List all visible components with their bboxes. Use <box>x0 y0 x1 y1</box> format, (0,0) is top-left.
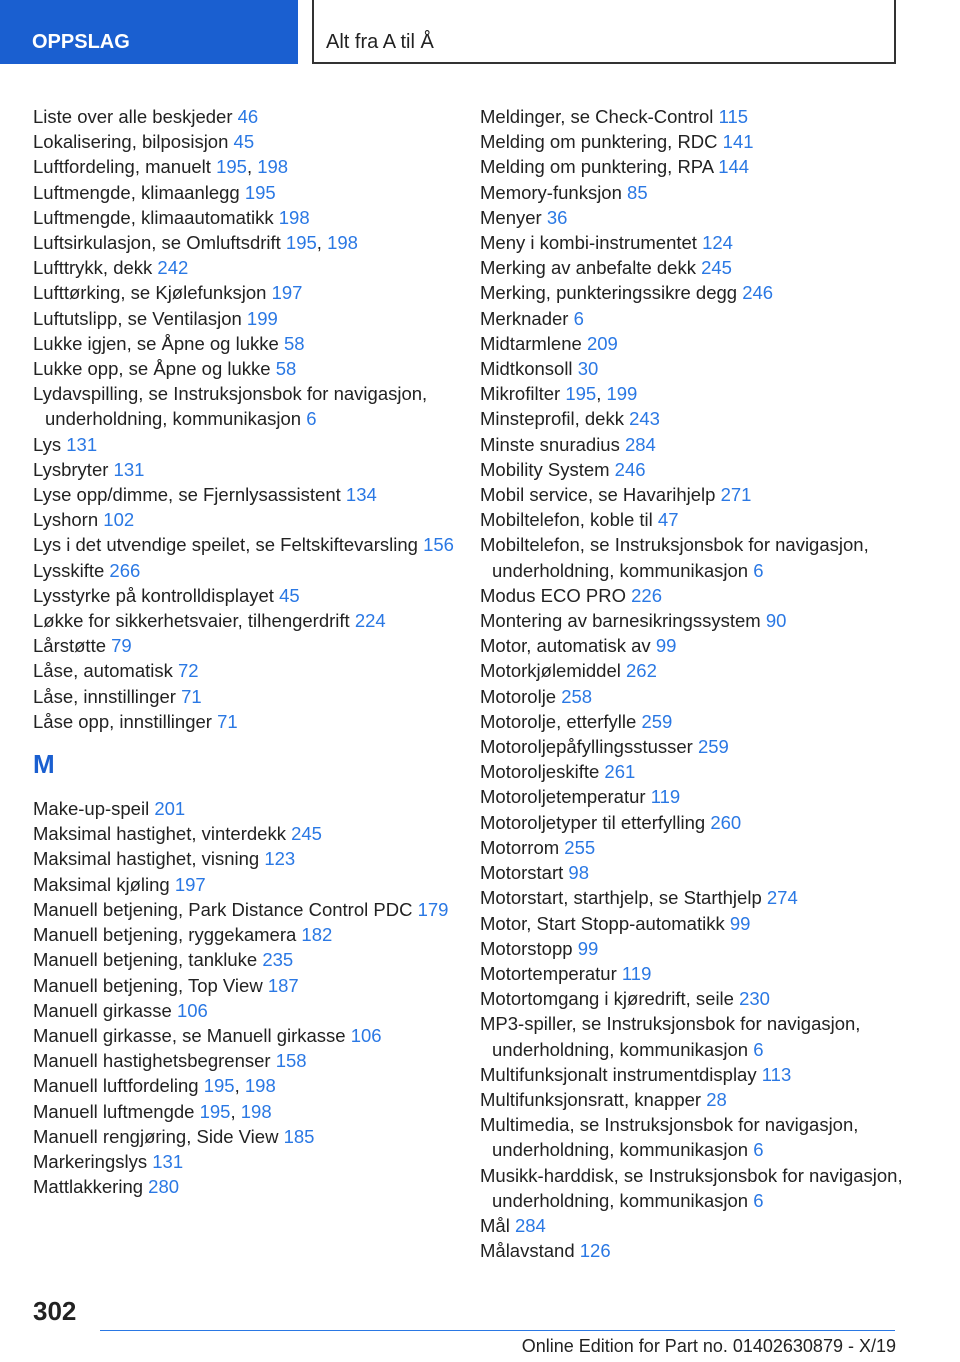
index-entry <box>480 784 920 809</box>
page-reference-link[interactable]: 243 <box>629 408 660 430</box>
index-entry-term: Lys <box>33 433 62 455</box>
index-entry <box>480 1011 920 1061</box>
index-entry-term: Motorolje, etterfylle <box>480 710 637 732</box>
page-reference-link[interactable]: 198 <box>240 1100 272 1122</box>
page-reference-link[interactable]: 245 <box>701 257 732 279</box>
index-entry <box>480 734 920 759</box>
index-entry-term: Merknader <box>480 307 569 329</box>
index-entry-term: Multifunksjonalt instrumentdisplay <box>480 1063 757 1085</box>
index-entry <box>480 406 920 431</box>
index-entry-term: Merking, punkteringssikre degg <box>480 282 738 304</box>
page-reference-link[interactable]: 242 <box>157 257 189 279</box>
index-entry-term: Motorolje <box>480 685 557 707</box>
index-entry <box>33 432 473 457</box>
index-entry <box>480 1087 920 1112</box>
page-reference-link[interactable]: 197 <box>174 873 206 895</box>
page-reference-link[interactable]: 260 <box>710 811 742 833</box>
index-entry-term: Motoroljetyper til etterfylling <box>480 811 706 833</box>
index-entry <box>480 129 920 154</box>
index-entry-term: Motorstart <box>480 862 564 884</box>
index-entry <box>33 129 473 154</box>
index-entry <box>480 1112 920 1162</box>
index-entry <box>480 860 920 885</box>
page-reference-link[interactable]: 72 <box>178 660 199 682</box>
index-entry <box>33 180 473 205</box>
index-entry <box>480 986 920 1011</box>
index-entry-term: Musikk-harddisk, se Instruksjonsbok for navigasjon, underholdning, kommunikasjon <box>480 1164 903 1211</box>
index-entry-term: Midtkonsoll <box>480 358 573 380</box>
index-entry <box>33 998 473 1023</box>
index-entry <box>480 1163 920 1213</box>
index-entry-term: Manuell betjening, Park Distance Control PDC <box>33 898 413 920</box>
index-entry-term: Mobiltelefon, se Instruksjonsbok for navigasjon, underholdning, kommunikasjon <box>480 534 869 581</box>
page-reference-link[interactable]: 6 <box>753 559 764 581</box>
index-entry <box>480 583 920 608</box>
index-entry-term: Mikrofilter <box>480 383 561 405</box>
page-reference-link[interactable]: 6 <box>753 1038 764 1060</box>
index-entry <box>33 104 473 129</box>
page-reference-link[interactable]: 28 <box>706 1088 727 1110</box>
index-entry-term: Motor, Start Stopp-automatikk <box>480 912 725 934</box>
index-entry <box>33 306 473 331</box>
index-entry <box>33 846 473 871</box>
index-entry: Luftsirkulasjon, se Omluftsdrift 195, 198 <box>33 232 358 254</box>
index-entry-term: Minste snuradius <box>480 433 620 455</box>
index-entry-term: Motorstart, starthjelp, se Starthjelp <box>480 887 762 909</box>
index-entry <box>33 205 473 230</box>
index-entry <box>33 1149 473 1174</box>
page-reference-link[interactable]: 245 <box>291 823 322 845</box>
index-entry <box>480 306 920 331</box>
page-reference-link[interactable]: 209 <box>586 332 618 354</box>
index-entry <box>33 356 473 381</box>
page-reference-link[interactable]: 195 <box>244 181 276 203</box>
index-entry-term: Lydavspilling, se Instruksjonsbok for navigasjon, underholdning, kommunikasjon <box>33 383 428 430</box>
index-entry-term: Mobility System <box>480 458 610 480</box>
index-entry <box>480 280 920 305</box>
index-column-right <box>480 104 920 1263</box>
index-entry-term: Motortomgang i kjøredrift, seile <box>480 988 734 1010</box>
index-entry <box>480 1213 920 1238</box>
index-entry-term: Manuell luftfordeling <box>33 1075 199 1097</box>
page-reference-link[interactable]: 224 <box>354 610 386 632</box>
index-entry-term: Motor, automatisk av <box>480 635 651 657</box>
page-reference-link[interactable]: 284 <box>624 433 656 455</box>
page-reference-link[interactable]: 246 <box>614 458 646 480</box>
index-entry-term: Manuell rengjøring, Side View <box>33 1125 279 1147</box>
page-reference-link[interactable]: 47 <box>657 509 679 531</box>
page-reference-link[interactable]: 106 <box>350 1024 382 1046</box>
index-entry <box>33 947 473 972</box>
index-entry <box>33 1048 473 1073</box>
page-reference-link[interactable]: 255 <box>564 836 596 858</box>
index-entry-term: Maksimal hastighet, vinterdekk <box>33 823 286 845</box>
page-reference-link[interactable]: 99 <box>729 912 751 934</box>
index-entry-term: Melding om punktering, RPA <box>480 156 714 178</box>
index-list-m <box>33 796 473 1199</box>
page-reference-link[interactable]: 246 <box>742 282 774 304</box>
index-entry-term: Låse, automatisk <box>33 660 173 682</box>
index-entry-term: Lokalisering, bilposisjon <box>33 131 229 153</box>
index-entry: Mikrofilter 195, 199 <box>480 383 638 405</box>
page-reference-link[interactable]: 71 <box>217 710 238 732</box>
index-entry <box>33 482 473 507</box>
index-entry <box>33 1174 473 1199</box>
page-reference-link[interactable]: 98 <box>568 862 589 884</box>
index-entry <box>480 104 920 129</box>
index-entry-term: Midtarmlene <box>480 332 582 354</box>
index-entry-term: Lysbryter <box>33 458 109 480</box>
index-entry <box>33 922 473 947</box>
index-entry-term: Lukke igjen, se Åpne og lukke <box>33 332 279 354</box>
page-reference-link[interactable]: 199 <box>246 307 278 329</box>
index-entry-term: Motoroljepåfyllingsstusser <box>480 736 693 758</box>
index-entry <box>33 558 473 583</box>
index-entry <box>480 532 920 582</box>
index-entry-term: Motorkjølemiddel <box>480 660 621 682</box>
page-reference-link[interactable]: 226 <box>631 584 663 606</box>
index-entry <box>33 608 473 633</box>
index-entry-term: Multifunksjonsratt, knapper <box>480 1088 702 1110</box>
page-reference-link[interactable]: 258 <box>561 685 593 707</box>
page-reference-link[interactable]: 158 <box>275 1050 307 1072</box>
page-reference-link[interactable]: 235 <box>262 949 294 971</box>
index-entry <box>33 331 473 356</box>
index-entry-term: Manuell hastighetsbegrenser <box>33 1050 271 1072</box>
index-entry <box>480 432 920 457</box>
index-entry <box>480 684 920 709</box>
page-reference-link[interactable]: 45 <box>279 584 300 606</box>
index-entry-term: Manuell betjening, tankluke <box>33 949 258 971</box>
index-entry-term: Memory-funksjon <box>480 181 622 203</box>
index-entry-term: Luftmengde, klimaautomatikk <box>33 206 274 228</box>
index-entry <box>480 1238 920 1263</box>
index-entry-term: Manuell girkasse, se Manuell girkasse <box>33 1024 346 1046</box>
index-entry <box>480 154 920 179</box>
page-reference-link[interactable]: 126 <box>579 1240 611 1262</box>
page-reference-link[interactable]: 106 <box>176 999 208 1021</box>
index-entry-term: Motoroljetemperatur <box>480 786 646 808</box>
page-reference-link[interactable]: 201 <box>154 798 186 820</box>
page-reference-link[interactable]: 46 <box>237 106 259 127</box>
index-list-m-continued <box>480 104 920 1263</box>
page-reference-link[interactable]: 259 <box>641 710 673 732</box>
page-reference-link[interactable]: 131 <box>66 433 98 455</box>
page-reference-link[interactable]: 259 <box>697 736 729 758</box>
index-entry <box>480 608 920 633</box>
index-entry <box>480 356 920 381</box>
index-entry-term: Lårstøtte <box>33 635 106 657</box>
index-entry-term: Manuell betjening, ryggekamera <box>33 924 297 946</box>
index-entry <box>33 280 473 305</box>
page-reference-link[interactable]: 134 <box>345 484 377 506</box>
index-entry <box>33 583 473 608</box>
index-entry-term: Lyse opp/dimme, se Fjernlysassistent <box>33 484 341 506</box>
index-entry-term: Luftutslipp, se Ventilasjon <box>33 307 242 329</box>
index-entry: Luftfordeling, manuelt 195, 198 <box>33 156 289 178</box>
page-reference-link[interactable]: 45 <box>233 131 255 153</box>
page-reference-link[interactable]: 6 <box>573 307 584 329</box>
page-reference-link[interactable]: 261 <box>604 761 636 783</box>
index-entry-term: Låse, innstillinger <box>33 685 176 707</box>
index-entry <box>480 911 920 936</box>
index-entry-term: Lysskifte <box>33 559 105 581</box>
index-entry-term: Montering av barnesikringssystem <box>480 610 761 632</box>
index-entry <box>33 255 473 280</box>
index-entry-term: Lukke opp, se Åpne og lukke <box>33 358 271 380</box>
page-reference-link[interactable]: 123 <box>264 848 296 870</box>
index-entry-term: Mål <box>480 1214 510 1236</box>
index-entry-term: Manuell betjening, Top View <box>33 974 263 996</box>
index-entry-term: MP3-spiller, se Instruksjonsbok for navigasjon, underholdning, kommunikasjon <box>480 1013 861 1060</box>
index-entry-term: Motorrom <box>480 836 560 858</box>
index-entry <box>480 759 920 784</box>
index-entry-term: Luftfordeling, manuelt <box>33 156 211 178</box>
index-entry <box>480 457 920 482</box>
index-entry-term: Luftsirkulasjon, se Omluftsdrift <box>33 232 281 254</box>
index-entry-term: Make-up-speil <box>33 798 150 820</box>
index-entry-term: Låse opp, innstillinger <box>33 710 212 732</box>
page-header-title: Alt fra A til Å <box>312 0 896 64</box>
index-entry <box>480 1062 920 1087</box>
page-reference-link[interactable]: 36 <box>546 206 568 228</box>
section-tab: OPPSLAG <box>0 0 298 64</box>
page-reference-link[interactable]: 119 <box>650 786 681 808</box>
page-reference-link[interactable]: 179 <box>417 898 449 920</box>
index-entry-term: Liste over alle beskjeder <box>33 106 233 127</box>
page-reference-link[interactable]: 197 <box>271 282 303 304</box>
index-entry-term: Lufttrykk, dekk <box>33 257 153 279</box>
index-entry-term: Maksimal hastighet, visning <box>33 848 260 870</box>
page-reference-link[interactable]: 198 <box>244 1075 276 1097</box>
page-reference-link[interactable]: 124 <box>702 232 733 254</box>
page-reference-link[interactable]: 6 <box>306 408 317 430</box>
index-entry-term: Meny i kombi-instrumentet <box>480 232 697 254</box>
index-entry <box>33 381 473 431</box>
index-entry-term: Målavstand <box>480 1240 575 1262</box>
page-reference-link[interactable]: 79 <box>111 635 132 657</box>
index-entry-term: Meldinger, se Check-Control <box>480 106 714 127</box>
page-reference-link[interactable]: 284 <box>514 1214 546 1236</box>
page-reference-link[interactable]: 230 <box>739 988 770 1010</box>
page-reference-link[interactable]: 131 <box>113 458 145 480</box>
index-entry-term: Markeringslys <box>33 1150 148 1172</box>
page-reference-link[interactable]: 195 <box>199 1100 231 1122</box>
index-entry-term: Lys i det utvendige speilet, se Feltskiftevarsling <box>33 534 418 556</box>
index-column-left <box>33 104 473 1199</box>
page-reference-link[interactable]: 58 <box>275 358 297 380</box>
index-entry-term: Modus ECO PRO <box>480 584 626 606</box>
index-entry-term: Mattlakkering <box>33 1176 144 1198</box>
index-entry-term: Luftmengde, klimaanlegg <box>33 181 240 203</box>
index-entry <box>33 796 473 821</box>
index-entry-term: Maksimal kjøling <box>33 873 170 895</box>
index-entry-term: Lyshorn <box>33 509 99 531</box>
index-entry-term: Lufttørking, se Kjølefunksjon <box>33 282 267 304</box>
index-entry-term: Motortemperatur <box>480 962 617 984</box>
index-entry <box>33 897 473 922</box>
index-entry <box>480 180 920 205</box>
page-reference-link[interactable]: 280 <box>148 1176 180 1198</box>
page-reference-link[interactable]: 131 <box>152 1150 184 1172</box>
page-reference-link[interactable]: 195 <box>216 156 247 178</box>
page-number: 302 <box>33 1296 77 1326</box>
page-reference-link[interactable]: 266 <box>109 559 141 581</box>
index-entry <box>480 482 920 507</box>
page-reference-link[interactable]: 90 <box>765 610 787 632</box>
page-reference-link[interactable]: 6 <box>753 1189 764 1211</box>
index-entry-term: Motoroljeskifte <box>480 761 600 783</box>
page-reference-link[interactable]: 71 <box>181 685 202 707</box>
page-reference-link[interactable]: 156 <box>423 534 454 556</box>
page-reference-link[interactable]: 198 <box>257 156 289 178</box>
index-entry-term: Melding om punktering, RDC <box>480 131 718 153</box>
index-entry <box>33 973 473 998</box>
index-entry <box>33 872 473 897</box>
page-reference-link[interactable]: 85 <box>627 181 648 203</box>
index-entry <box>480 658 920 683</box>
page-reference-link[interactable]: 198 <box>278 206 310 228</box>
page-reference-link[interactable]: 182 <box>301 924 333 946</box>
page-reference-link[interactable]: 274 <box>766 887 798 909</box>
footer-edition-text: Online Edition for Part no. 01402630879 - X/19 <box>521 1336 896 1356</box>
index-entry <box>480 255 920 280</box>
page-reference-link[interactable]: 185 <box>283 1125 315 1147</box>
index-entry <box>480 810 920 835</box>
index-entry <box>480 633 920 658</box>
index-entry <box>33 532 473 557</box>
page-reference-link[interactable]: 102 <box>103 509 135 531</box>
index-entry-term: Motorstopp <box>480 937 573 959</box>
page-reference-link[interactable]: 271 <box>720 484 752 506</box>
index-entry <box>33 1124 473 1149</box>
index-entry-term: Minsteprofil, dekk <box>480 408 624 430</box>
page-reference-link[interactable]: 6 <box>753 1139 764 1161</box>
index-entry: Manuell luftfordeling 195, 198 <box>33 1075 276 1097</box>
index-entry-term: Lysstyrke på kontrolldisplayet <box>33 584 274 606</box>
index-entry <box>480 331 920 356</box>
page-reference-link[interactable]: 198 <box>327 232 358 254</box>
index-list-l <box>33 104 473 734</box>
index-entry <box>33 821 473 846</box>
section-letter-heading: M <box>33 749 55 780</box>
index-entry-term: Løkke for sikkerhetsvaier, tilhengerdrift <box>33 610 350 632</box>
page-reference-link[interactable]: 195 <box>203 1075 235 1097</box>
page-reference-link[interactable]: 141 <box>722 131 754 153</box>
page-reference-link[interactable]: 195 <box>285 232 317 254</box>
index-entry <box>480 507 920 532</box>
index-entry-term: Mobil service, se Havarihjelp <box>480 484 716 506</box>
index-entry <box>480 230 920 255</box>
index-entry <box>33 633 473 658</box>
index-entry <box>480 885 920 910</box>
page-reference-link[interactable]: 115 <box>718 106 749 127</box>
page-reference-link[interactable]: 58 <box>283 332 305 354</box>
index-entry <box>33 1023 473 1048</box>
index-entry-term: Multimedia, se Instruksjonsbok for navigasjon, underholdning, kommunikasjon <box>480 1114 859 1161</box>
index-entry-term: Menyer <box>480 206 542 228</box>
footer-divider <box>100 1330 895 1331</box>
index-entry-term: Merking av anbefalte dekk <box>480 257 696 279</box>
page-reference-link[interactable]: 144 <box>718 156 750 178</box>
index-entry <box>33 709 473 734</box>
index-entry <box>480 709 920 734</box>
page-reference-link[interactable]: 195 <box>565 383 597 405</box>
index-entry <box>33 507 473 532</box>
index-entry <box>33 658 473 683</box>
index-entry <box>480 205 920 230</box>
index-entry <box>480 835 920 860</box>
index-entry <box>480 936 920 961</box>
index-entry <box>33 684 473 709</box>
page-reference-link[interactable]: 262 <box>626 660 657 682</box>
page-reference-link[interactable]: 30 <box>577 358 599 380</box>
index-entry-term: Mobiltelefon, koble til <box>480 509 653 531</box>
page-reference-link[interactable]: 119 <box>621 962 652 984</box>
index-entry <box>33 457 473 482</box>
index-entry <box>480 961 920 986</box>
index-entry: Manuell luftmengde 195, 198 <box>33 1100 272 1122</box>
page-reference-link[interactable]: 187 <box>267 974 299 996</box>
page-reference-link[interactable]: 99 <box>655 635 677 657</box>
page-reference-link[interactable]: 99 <box>577 937 599 959</box>
page-reference-link[interactable]: 199 <box>606 383 638 405</box>
index-entry-term: Manuell luftmengde <box>33 1100 195 1122</box>
index-entry-term: Manuell girkasse <box>33 999 172 1021</box>
page-reference-link[interactable]: 113 <box>761 1063 792 1085</box>
